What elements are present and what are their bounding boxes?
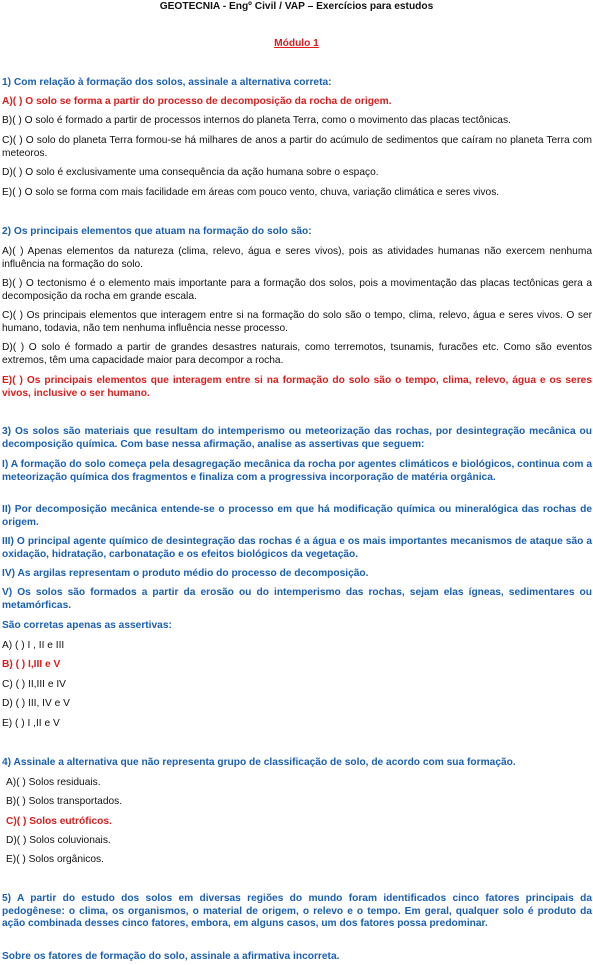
q1-option-d: D)( ) O solo é exclusivamente uma consequência da ação humana sobre o espaço.: [2, 167, 379, 178]
q3-assertion-i: I) A formação do solo começa pela desagregação mecânica da rocha por agentes climáticos e biológicos, continua com a meteorização química dos fragmentos e finaliza com a progressiva incorporação de matéria orgânica.: [2, 459, 592, 483]
q1-option-e: E)( ) O solo se forma com mais facilidade em áreas com pouco vento, chuva, variação climática e seres vivos.: [2, 187, 500, 198]
q3-option-e: E) ( ) I ,II e V: [2, 718, 60, 729]
q3-prompt: 3) Os solos são materiais que resultam do intemperismo ou meteorização das rochas, por desintegração mecânica ou decomposição química. Com base nessa afirmação, analise as assertivas que seguem:: [2, 426, 592, 450]
q4-option-b: B)( ) Solos transportados.: [6, 796, 123, 807]
q3-assertion-iv: IV) As argilas representam o produto médio do processo de decomposição.: [2, 568, 369, 579]
q3-assertion-iii: III) O principal agente químico de desintegração das rochas é a água e os mais importantes mecanismos de ataque são a oxidação, hidratação, carbonatação e os efeitos biológicos da vegetação.: [2, 536, 592, 560]
q3-option-a: A) ( ) I , II e III: [2, 640, 65, 651]
q1-option-c: C)( ) O solo do planeta Terra formou-se há milhares de anos a partir do acúmulo de sedimentos que caíram no planeta Terra com meteoros.: [2, 135, 592, 159]
q2-option-a: A)( ) Apenas elementos da natureza (clima, relevo, água e seres vivos), pois as atividades humanas não exercem nenhuma influência na formação do solo.: [2, 246, 592, 270]
module-heading: Módulo 1: [274, 38, 319, 49]
q3-assertion-v: V) Os solos são formados a partir da erosão ou do intemperismo das rochas, sejam elas ígneas, sedimentares ou metamórficas.: [2, 587, 592, 611]
q1-prompt: 1) Com relação à formação dos solos, assinale a alternativa correta:: [2, 77, 332, 88]
q3-option-c: C) ( ) II,III e IV: [2, 679, 66, 690]
q4-prompt: 4) Assinale a alternativa que não representa grupo de classificação de solo, de acordo com sua formação.: [2, 757, 516, 768]
q4-option-d: D)( ) Solos coluvionais.: [6, 835, 111, 846]
q3-assertion-ii: II) Por decomposição mecânica entende-se o processo em que há modificação química ou mineralógica das rochas de origem.: [2, 504, 592, 528]
q2-option-e: E)( ) Os principais elementos que interagem entre si na formação do solo são o tempo, clima, relevo, água e os seres vivos, inclusive o ser humano.: [2, 375, 592, 399]
q2-option-c: C)( ) Os principais elementos que interagem entre si na formação do solo são o tempo, clima, relevo, água e seres vivos. O ser humano, todavia, não tem nenhuma influência nesse processo.: [2, 310, 592, 334]
q1-option-b: B)( ) O solo é formado a partir de processos internos do planeta Terra, como o movimento das placas tectônicas.: [2, 115, 511, 126]
q2-option-d: D)( ) O solo é formado a partir de grandes desastres naturais, como terremotos, tsunamis, furacões etc. Como são eventos extremos, têm uma capacidade maior para decompor a rocha.: [2, 342, 592, 366]
q2-option-b: B)( ) O tectonismo é o elemento mais importante para a formação dos solos, pois a movimentação das placas tectônicas gera a decomposição da rocha em grande escala.: [2, 278, 592, 302]
q4-option-c: C)( ) Solos eutróficos.: [6, 816, 112, 827]
q1-option-a: A)( ) O solo se forma a partir do processo de decomposição da rocha de origem.: [2, 96, 392, 107]
q4-option-e: E)( ) Solos orgânicos.: [6, 854, 104, 865]
q3-question: São corretas apenas as assertivas:: [2, 620, 172, 631]
q4-option-a: A)( ) Solos residuais.: [6, 777, 101, 788]
q3-option-d: D) ( ) III, IV e V: [2, 698, 70, 709]
q5-question: Sobre os fatores de formação do solo, assinale a afirmativa incorreta.: [2, 951, 340, 962]
q2-prompt: 2) Os principais elementos que atuam na formação do solo são:: [2, 226, 312, 237]
page-title: GEOTECNIA - Engº Civil / VAP – Exercícios para estudos: [159, 1, 434, 12]
q3-option-b: B) ( ) I,III e V: [2, 659, 61, 670]
q5-prompt: 5) A partir do estudo dos solos em diversas regiões do mundo foram identificados cinco fatores principais da pedogênese: o clima, os organismos, o material de origem, o relevo e o tempo. Em geral, qualquer solo é produto da ação combinada desses cinco fatores, embora, em alguns casos, um dos fatores possa predominar.: [2, 893, 592, 930]
